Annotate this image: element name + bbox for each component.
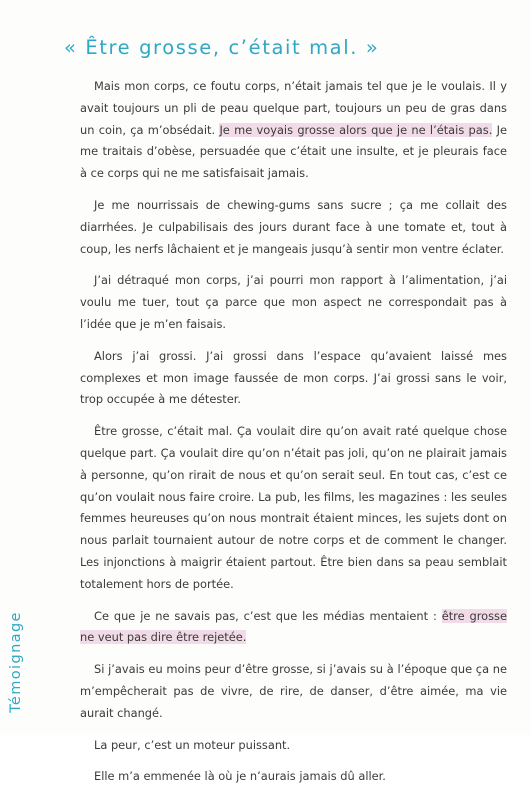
paragraph [80,421,507,595]
page-title: « Être grosse, c’était mal. » [64,36,380,59]
paragraph [80,76,507,185]
paragraph-text: Elle m’a emmenée là où je n’aurais jamais dû aller. [94,769,386,784]
paragraph-text: Être grosse, c’était mal. Ça voulait dire qu’on avait raté quelque chose quelque part. Ça voulait dire qu’on n’était pas joli, qu’on ne plairait jamais à personne, qu’on rirait de nous et qu’on serait seul. En tout cas, c’est ce qu’on voulait nous faire croire. La pub, les films, les magazines : les seules femmes heureuses qu’on nous montrait étaient minces, les sujets dont on nous parlait tournaient autour de notre corps et de comment le changer. Les injonctions à maigrir étaient partout. Être bien dans sa peau semblait totalement hors de portée. [80,424,507,591]
paragraph-text: J’ai détraqué mon corps, j’ai pourri mon rapport à l’alimentation, j’ai voulu me tuer, tout ça parce que mon aspect ne correspondait pas à l’idée que je m’en faisais. [80,273,507,331]
paragraph-text: Alors j’ai grossi. J’ai grossi dans l’espace qu’avaient laissé mes complexes et mon image faussée de mon corps. J’ai grossi sans le voir, trop occupée à me détester. [80,348,507,407]
paragraph [80,735,507,757]
section-label-text: Témoignage [8,611,24,713]
paragraph [80,346,507,411]
paragraph-text: Ce que je ne savais pas, c’est que les médias mentaient : [94,608,442,623]
paragraph-text: Je me nourrissais de chewing-gums sans sucre ; ça me collait des diarrhées. Je culpabilisais des jours durant face à une tomate et, tout à coup, les nerfs lâchaient et je mangeais jusqu’à sentir mon ventre éclater. [80,197,507,256]
paragraph [80,766,507,788]
paragraph [80,606,507,650]
paragraph [80,270,507,335]
body-text [80,76,507,798]
paragraph-text: La peur, c’est un moteur puissant. [94,737,291,752]
paragraph-text: Si j’avais eu moins peur d’être grosse, si j’avais su à l’époque que ça ne m’empêcherait pas de vivre, de rire, de danser, d’être aimée, ma vie aurait changé. [80,662,507,720]
paragraph-text: Je me traitais d’obèse, persuadée que c’était une insulte, et je pleurais face à ce corps qui ne me satisfaisait jamais. [80,122,507,181]
paragraph [80,195,507,260]
highlighted-text: être grosse ne veut pas dire être rejetée. [80,608,507,645]
section-label [0,602,32,722]
paragraph [80,659,507,724]
highlighted-text: Je me voyais grosse alors que je ne l’étais pas. [219,122,493,137]
paragraph-text: Mais mon corps, ce foutu corps, n’était jamais tel que je le voulais. Il y avait toujours un pli de peau quelque part, toujours un peu de gras dans un coin, ça m’obsédait. [80,79,507,137]
